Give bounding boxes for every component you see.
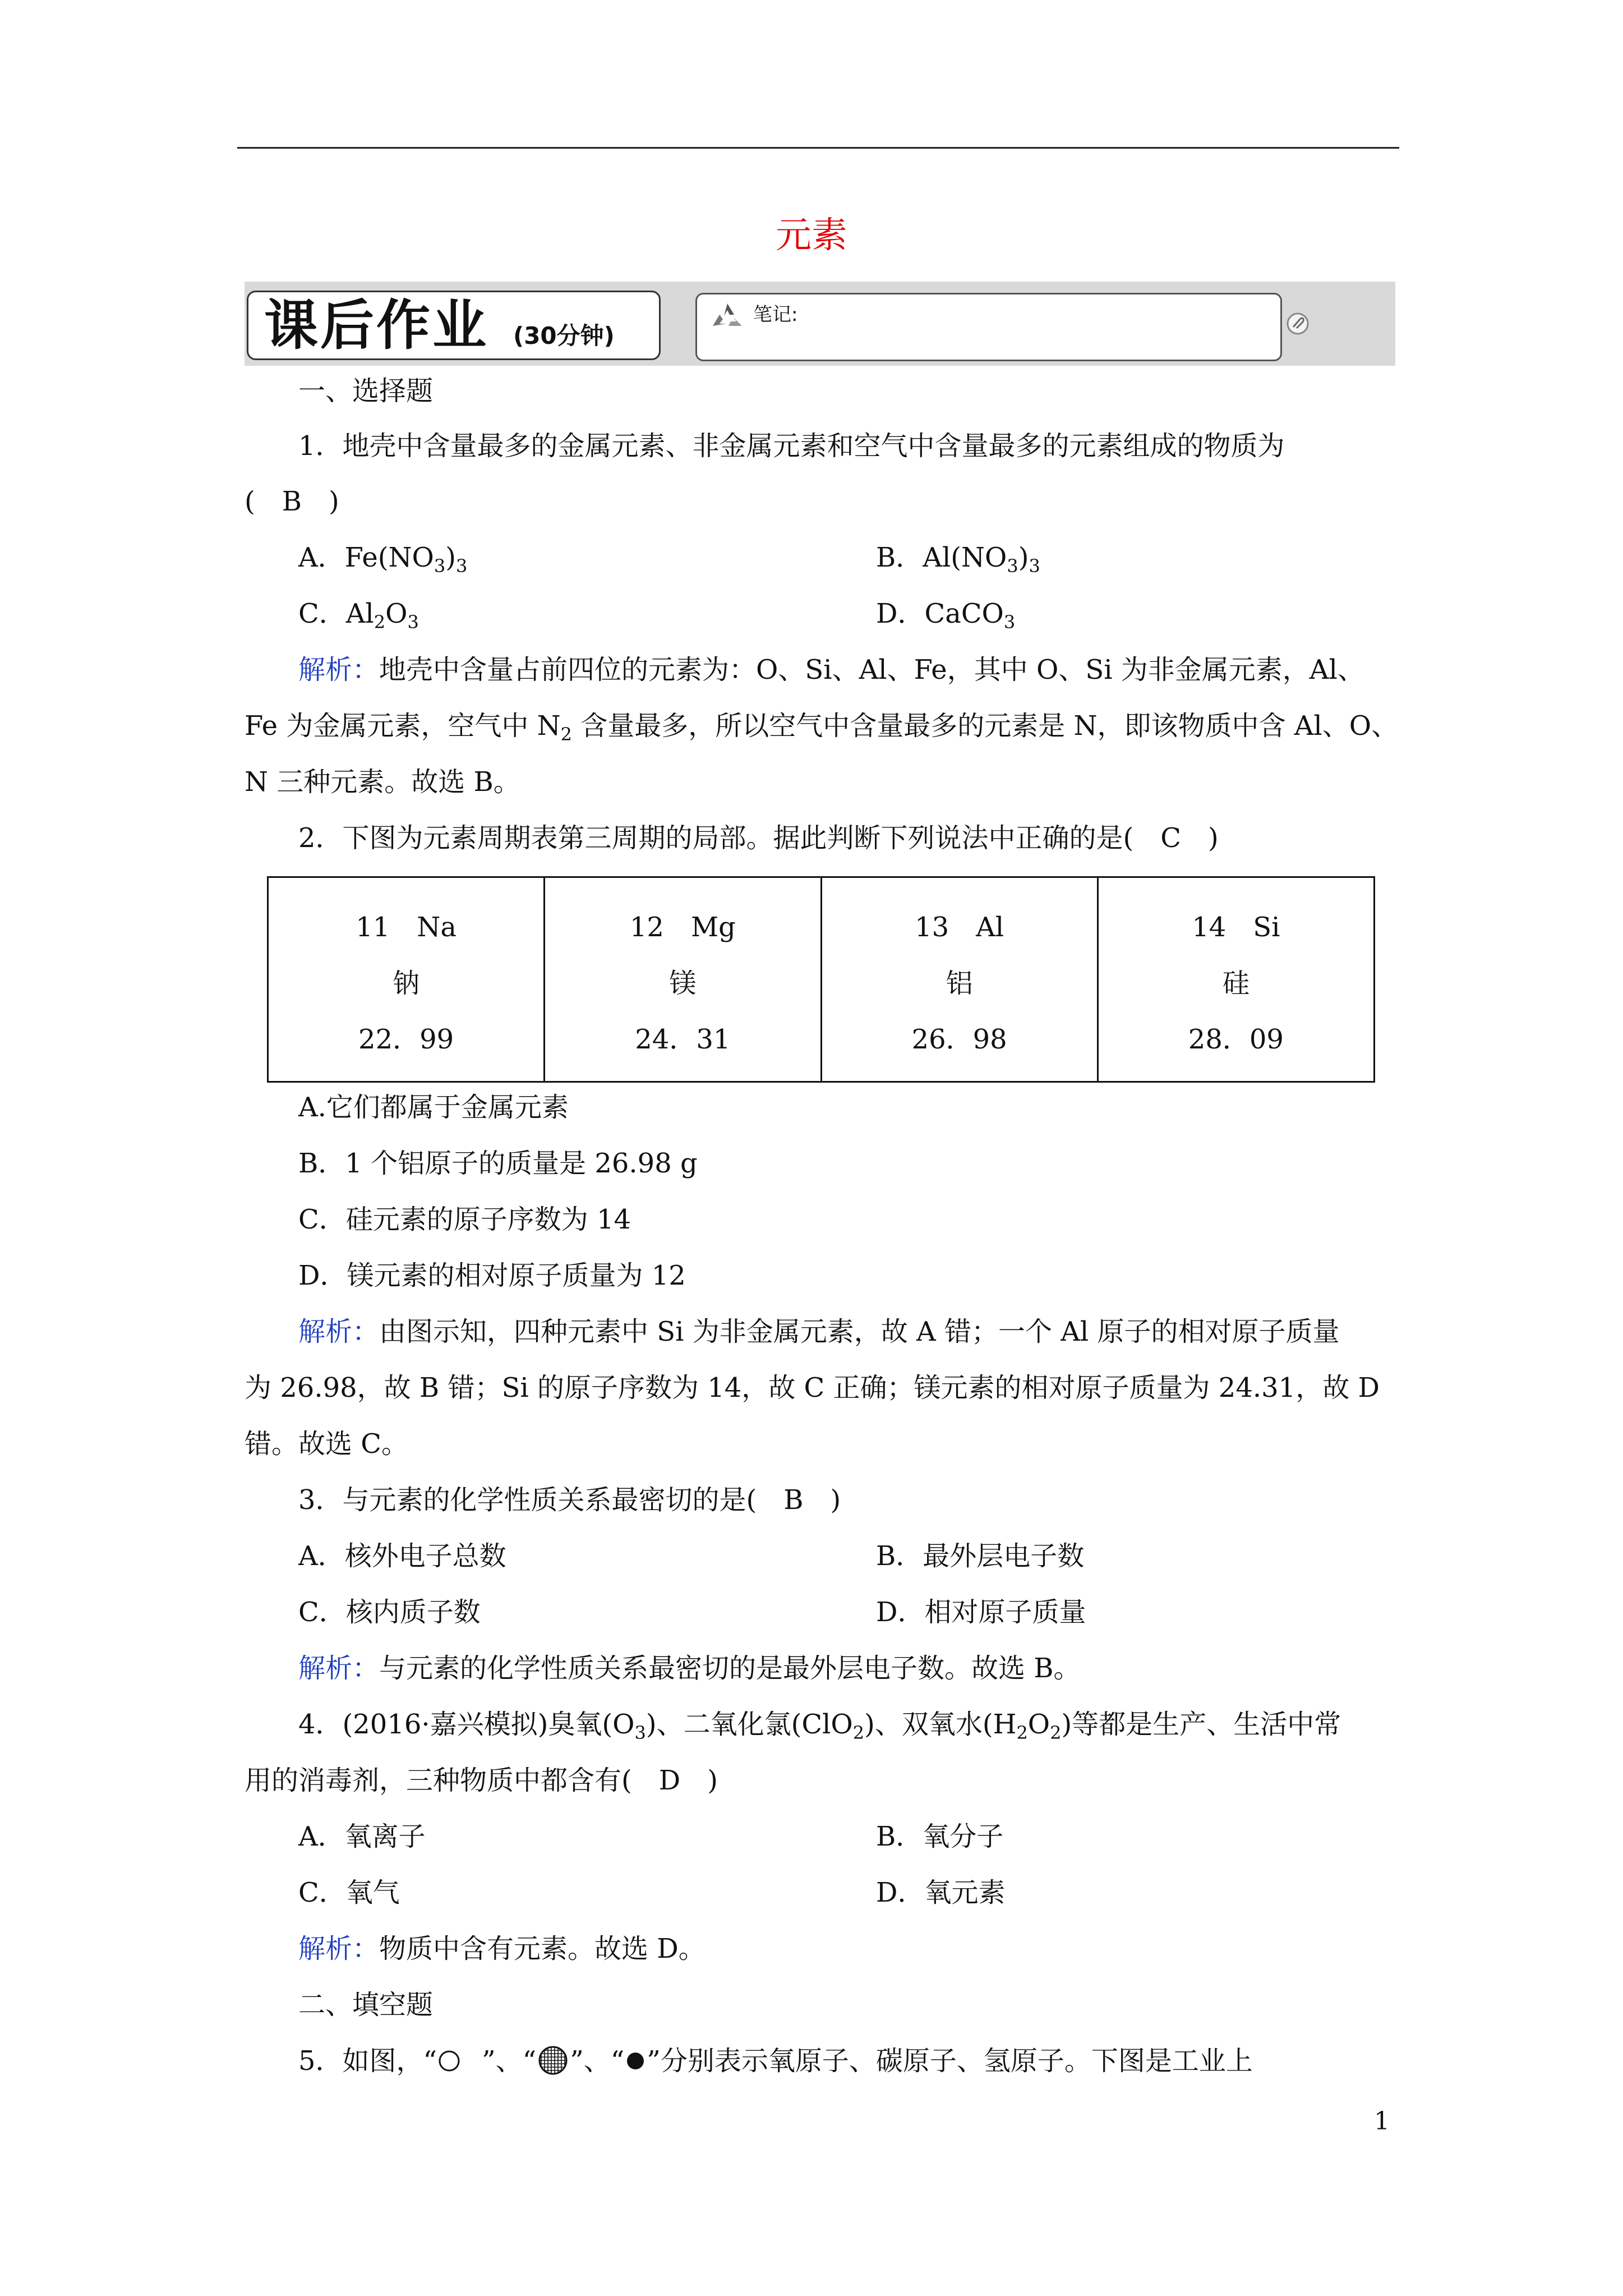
q2-option-c: C．硅元素的原子序数为 14	[298, 1204, 631, 1235]
q1-analysis-line2: Fe 为金属元素，空气中 $N_2$ 含量最多，所以空气中含量最多的元素是 N，即该物质中含 Al、O、	[245, 710, 1399, 745]
q4-option-c: C．氧气	[298, 1877, 400, 1908]
q3-option-d: D．相对原子质量	[876, 1596, 1086, 1628]
q3-option-c: C．核内质子数	[298, 1596, 481, 1628]
q4-option-d: D．氧元素	[876, 1877, 1006, 1908]
page-title: 元素	[776, 215, 847, 256]
q1-answer: ( B )	[245, 486, 339, 517]
analysis-label: 解析：	[298, 1933, 380, 1964]
q1-stem: 1．地壳中含量最多的金属元素、非金属元素和空气中含量最多的元素组成的物质为	[298, 430, 1285, 462]
q1-analysis-line3: N 三种元素。故选 B。	[245, 766, 520, 798]
q4-option-b: B．氧分子	[876, 1821, 1004, 1852]
element-cell-si: 14 Si 硅 28．09	[1098, 877, 1374, 1082]
paperclip-icon	[1284, 310, 1311, 337]
q2-analysis-line2: 为 26.98，故 B 错；Si 的原子序数为 14，故 C 正确；镁元素的相对原子质量为 24.31，故 D	[245, 1372, 1380, 1404]
q4-stem-line2: 用的消毒剂，三种物质中都含有( D )	[245, 1765, 718, 1796]
header-rule	[237, 147, 1399, 149]
q1-analysis-line1: 解析：地壳中含量占前四位的元素为：O、Si、Al、Fe，其中 O、Si 为非金属元素，Al、	[298, 654, 1364, 685]
section-fill: 二、填空题	[298, 1989, 434, 2021]
q5-stem: 5．如图，“ ”、“ ”、“ ”分别表示氧原子、碳原子、氢原子。下图是工业上	[298, 2045, 1253, 2077]
q4-option-a: A．氧离子	[298, 1821, 426, 1852]
oxygen-atom-icon	[437, 2047, 482, 2074]
notes-label: 笔记:	[753, 303, 798, 326]
q1-option-c: C．$Al_2O_3$	[298, 598, 419, 633]
periodic-table-fragment	[267, 876, 1375, 1083]
badge-duration: (30分钟)	[513, 322, 615, 349]
q1-option-b: B．$Al(NO_3)_3$	[876, 542, 1040, 577]
badge-title: 课后作业	[264, 294, 488, 357]
page-number: 1	[1374, 2107, 1390, 2136]
carbon-atom-icon	[536, 2045, 570, 2076]
q2-analysis-line3: 错。故选 C。	[245, 1428, 408, 1460]
q2-analysis-line1: 解析：由图示知，四种元素中 Si 为非金属元素，故 A 错；一个 Al 原子的相对原子质量	[298, 1316, 1340, 1347]
q4-analysis: 解析：物质中含有元素。故选 D。	[298, 1933, 706, 1964]
notes-box	[695, 293, 1282, 361]
element-cell-mg: 12 Mg 镁 24．31	[545, 877, 821, 1082]
analysis-label: 解析：	[298, 1316, 380, 1347]
homework-badge	[247, 291, 661, 360]
recycle-icon	[709, 301, 745, 329]
q2-stem: 2．下图为元素周期表第三周期的局部。据此判断下列说法中正确的是( C )	[298, 822, 1219, 854]
element-cell-na: 11 Na 钠 22．99	[268, 877, 545, 1082]
q3-option-b: B．最外层电子数	[876, 1540, 1085, 1572]
q3-analysis: 解析：与元素的化学性质关系最密切的是最外层电子数。故选 B。	[298, 1653, 1081, 1684]
q3-stem: 3．与元素的化学性质关系最密切的是( B )	[298, 1484, 841, 1516]
q2-option-b: B．1 个铝原子的质量是 26.98 g	[298, 1148, 698, 1179]
q2-option-a: A.它们都属于金属元素	[298, 1092, 569, 1123]
q3-option-a: A．核外电子总数	[298, 1540, 506, 1572]
q2-option-d: D．镁元素的相对原子质量为 12	[298, 1260, 686, 1291]
q4-stem-line1: 4．(2016·嘉兴模拟)臭氧$(O_3)$、二氧化氯(ClO$_2$)、双氧水$(H_2O_2)$等都是生产、生活中常	[298, 1709, 1341, 1743]
element-cell-al: 13 Al 铝 26．98	[821, 877, 1098, 1082]
analysis-label: 解析：	[298, 654, 380, 685]
q1-option-d: D．CaCO$_3$	[876, 598, 1016, 633]
q1-option-a: A．$Fe(NO_3)_3$	[298, 542, 468, 577]
section-choice: 一、选择题	[298, 375, 434, 407]
hydrogen-atom-icon	[624, 2047, 647, 2074]
analysis-label: 解析：	[298, 1653, 380, 1684]
